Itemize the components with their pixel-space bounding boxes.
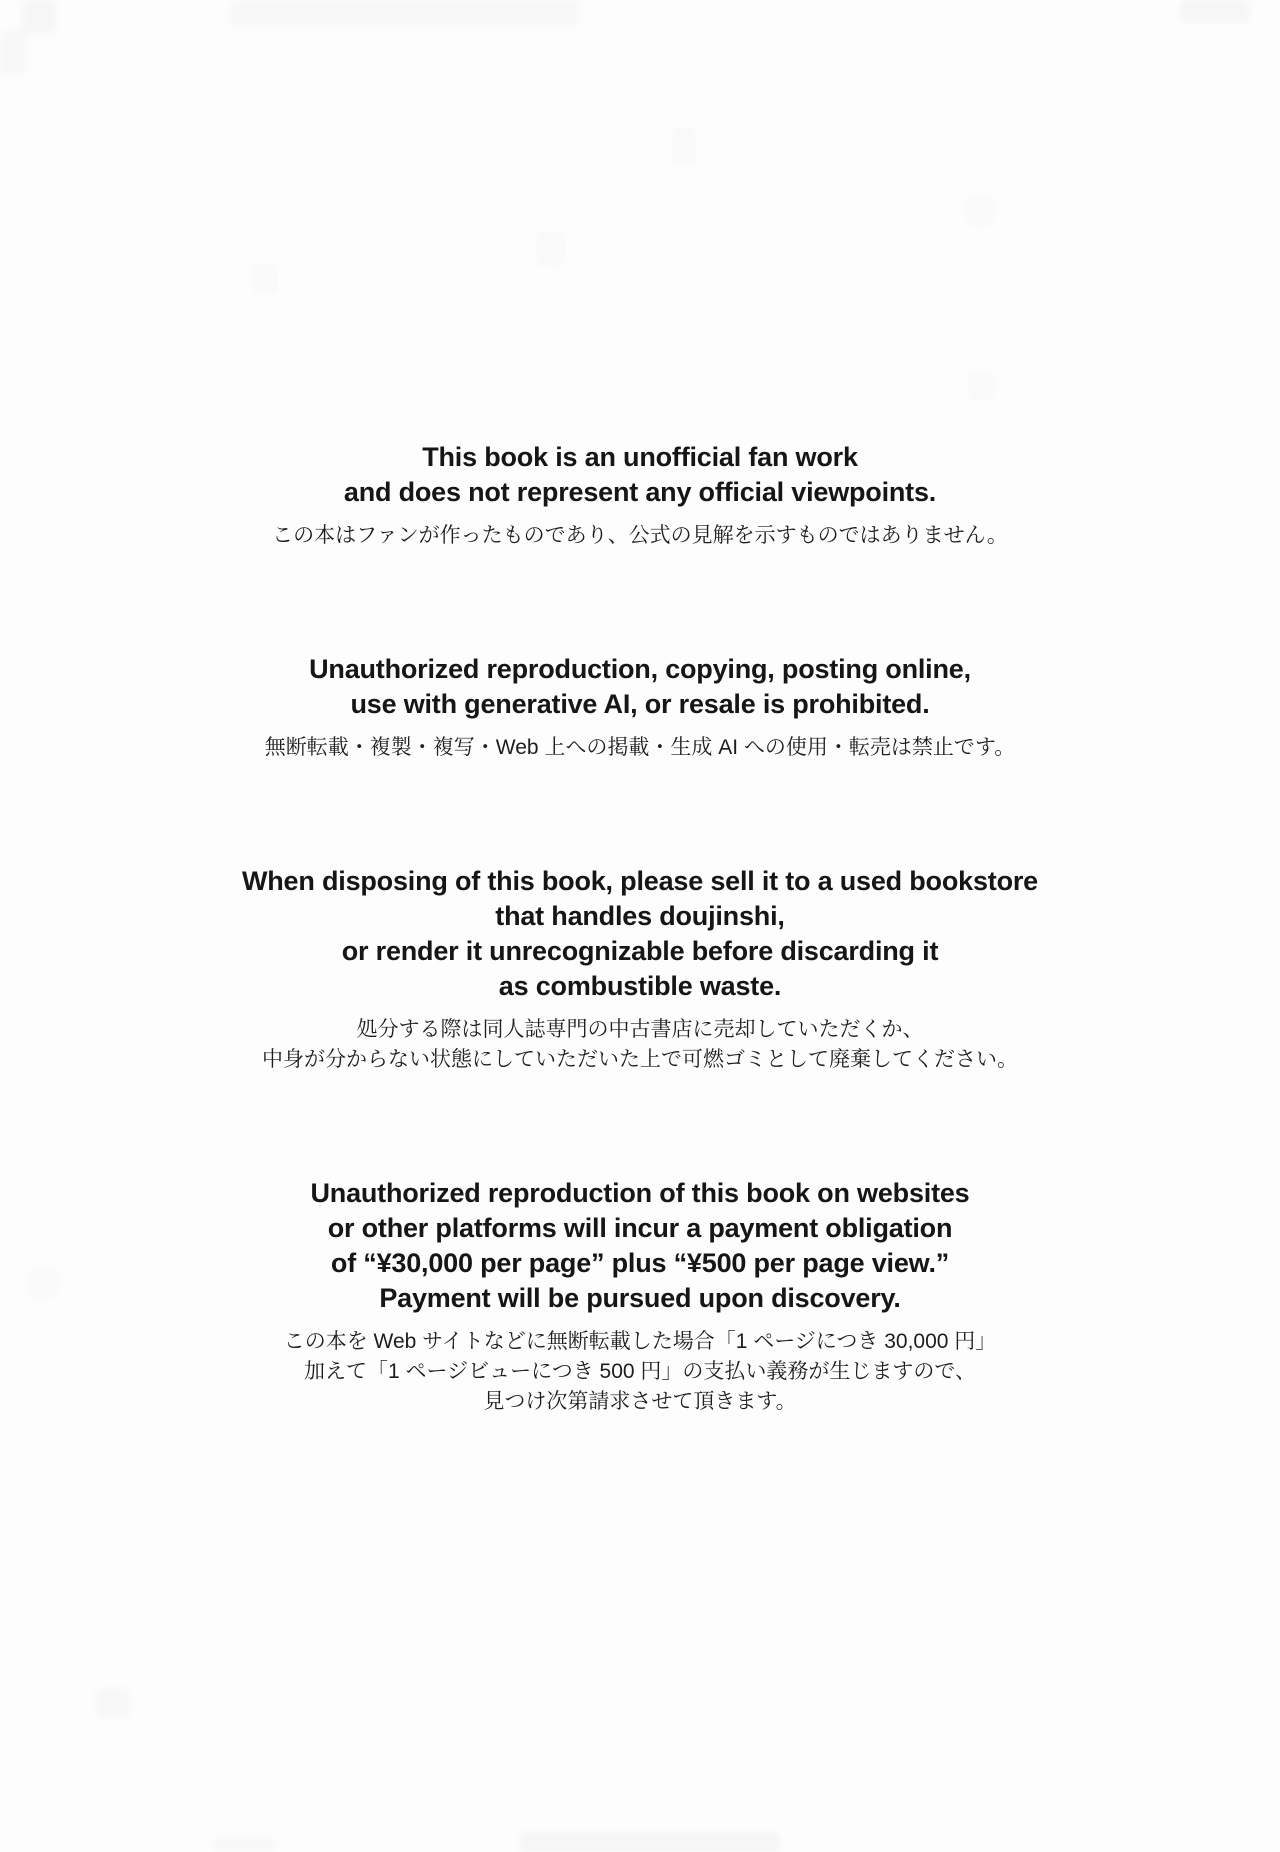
scan-artifact	[0, 30, 26, 76]
scan-artifact	[1180, 0, 1250, 22]
notice-fan-work-disclaimer	[0, 440, 1280, 551]
scan-artifact	[230, 0, 580, 26]
scan-artifact	[968, 372, 994, 400]
scan-artifact	[252, 264, 278, 294]
notice-en-line: that handles doujinshi,	[495, 901, 785, 931]
notice-jp-text	[0, 1015, 1280, 1075]
notice-jp-line: 中身が分からない状態にしていただいた上で可燃ゴミとして廃棄してください。	[262, 1048, 1018, 1071]
scan-artifact	[536, 232, 566, 266]
notice-en-line: Payment will be pursued upon discovery.	[379, 1283, 901, 1313]
notice-en-line: This book is an unofficial fan work	[422, 442, 858, 472]
notice-jp-line: この本を Web サイトなどに無断転載した場合「1 ページにつき 30,000 円」	[283, 1330, 997, 1353]
notice-en-line: or render it unrecognizable before discarding it	[341, 936, 939, 966]
scan-artifact	[520, 1832, 780, 1852]
disclaimer-content	[0, 440, 1280, 1518]
notice-jp-line: この本はファンが作ったものであり、公式の見解を示すものではありません。	[272, 524, 1008, 547]
notice-jp-line: 無断転載・複製・複写・Web 上への掲載・生成 AI への使用・転売は禁止です。	[264, 736, 1016, 759]
notice-jp-line: 見つけ次第請求させて頂きます。	[483, 1390, 797, 1413]
notice-disposal-instructions	[0, 864, 1280, 1075]
scan-artifact	[214, 1836, 274, 1852]
scan-artifact	[966, 196, 994, 226]
notice-en-line: When disposing of this book, please sell it to a used bookstore	[241, 866, 1038, 896]
notice-jp-text	[0, 1327, 1280, 1417]
notice-en-line: or other platforms will incur a payment obligation	[327, 1213, 953, 1243]
notice-jp-line: 処分する際は同人誌専門の中古書店に売却していただくか、	[356, 1018, 924, 1041]
notice-en-line: Unauthorized reproduction, copying, posting online,	[309, 654, 971, 684]
notice-jp-text	[0, 733, 1280, 763]
notice-en-line: of “¥30,000 per page” plus “¥500 per page view.”	[330, 1248, 950, 1278]
notice-payment-obligation	[0, 1176, 1280, 1417]
notice-reproduction-prohibited	[0, 652, 1280, 763]
notice-jp-line: 加えて「1 ページビューにつき 500 円」の支払い義務が生じますので、	[304, 1360, 976, 1383]
scan-artifact	[672, 128, 696, 164]
notice-en-line: and does not represent any official viewpoints.	[343, 477, 937, 507]
notice-en-line: as combustible waste.	[498, 971, 782, 1001]
notice-en-line: use with generative AI, or resale is prohibited.	[350, 689, 930, 719]
notice-jp-text	[0, 521, 1280, 551]
notice-en-line: Unauthorized reproduction of this book on websites	[310, 1178, 970, 1208]
scan-artifact	[96, 1688, 130, 1718]
scan-artifact	[22, 0, 56, 34]
